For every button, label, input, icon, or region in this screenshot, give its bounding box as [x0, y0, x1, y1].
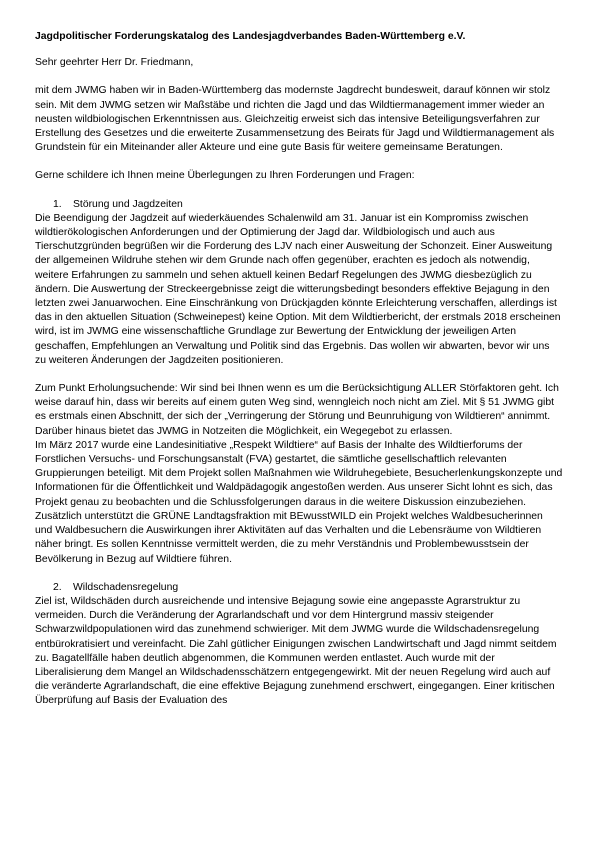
section-2-title: Wildschadensregelung — [73, 581, 179, 593]
section-1-number: 1. — [53, 198, 62, 210]
section-2-heading — [35, 581, 563, 595]
section-2-number: 2. — [53, 581, 62, 593]
document-title: Jagdpolitischer Forderungskatalog des Landesjagdverbandes Baden-Württemberg e.V. — [35, 31, 466, 42]
section-1-paragraph-1: Die Beendigung der Jagdzeit auf wiederkäuendes Schalenwild am 31. Januar ist ein Kompromiss zwischen wildtierökologischen Anforderungen und der Optimierung der Jagd dar. Wildbiologisch und auch aus Tierschutzgründen begrüßen wir die Forderung des LJV nach einer Ausweitung der Schonzeit. Einer Ausweitung der allgemeinen Wildruhe stehen wir dem Grunde nach offen gegenüber, erachten es jedoch als notwendig, weitere Erfahrungen zu sammeln und sehen aktuell keinen Bedarf Regelungen des JWMG diesbezüglich zu ändern. Die Auswertung der Streckeergebnisse zeigt die witterungsbedingt besonders effektive Bejagung in den letzten zwei Januarwochen. Eine Einschränkung von Drückjagden könnte Erleichterung verschaffen, allerdings ist das in den aktuellen Situation (Schweinepest) keine Option. Mit dem Wildtierbericht, der erstmals 2018 erscheinen wird, ist im JWMG eine wissenschaftliche Grundlage zur Bewertung der Entwicklung der jeweiligen Arten geschaffen, Empfehlungen an Verwaltung und Politik sind das Ergebnis. Das wollen wir abwarten, bevor wir uns zu weiteren Änderungen der Jagdzeiten positionieren. — [35, 212, 561, 366]
section-2-paragraph-1: Ziel ist, Wildschäden durch ausreichende und intensive Bejagung sowie eine angepasste Agrarstruktur zu vermeiden. Durch die Veränderung der Agrarlandschaft und vor dem Hintergrund massiv steigender Schwarzwildpopulationen wird das zunehmend schwieriger. Mit dem JWMG wurde die Wildschadensregelung entbürokratisiert und vereinfacht. Die Zahl gütlicher Einigungen zwischen Landwirtschaft und Jagd nimmt seitdem zu. Bagatellfälle haben deutlich abgenommen, die Kommunen werden entlastet. Auch wurde mit der Liberalisierung dem Mangel an Wildschadensschätzern entgegengewirkt. Mit der neuen Regelung wird auch auf die veränderte Agrarlandschaft, die eine effektive Bejagung zunehmend erschwert, eingegangen. Einer kritischen Überprüfung auf Basis der Evaluation des — [35, 595, 557, 707]
section-1-paragraph-3: Im März 2017 wurde eine Landesinitiative „Respekt Wildtiere“ auf Basis der Inhalte des Wildtierforums der Forstlichen Versuchs- und Forschungsanstalt (FVA) gestartet, die sämtliche gesellschaftlich relevanten Gruppierungen beteiligt. Mit dem Projekt sollen Maßnahmen wie Wildruhegebiete, Besucherlenkungskonzepte und Informationen für die Öffentlichkeit und Waldpädagogik angestoßen werden. Aus unserer Sicht lohnt es sich, das Projekt genau zu beobachten und die Schlussfolgerungen daraus in die weitere Diskussion einzubeziehen. Zusätzlich unterstützt die GRÜNE Landtagsfraktion mit BEwusstWILD ein Projekt welches Waldbesucherinnen und Waldbesuchern die Auswirkungen ihrer Aktivitäten auf das Verhalten und die Lebensräume von Wildtieren näher bringt. Es sollen Kenntnisse vermittelt werden, die zu mehr Verständnis und Problembewusstsein der Bevölkerung in Bezug auf Wildtiere führen. — [35, 439, 563, 565]
lead-paragraph: Gerne schildere ich Ihnen meine Überlegungen zu Ihren Forderungen und Fragen: — [35, 170, 415, 182]
intro-paragraph: mit dem JWMG haben wir in Baden-Württemberg das modernste Jagdrecht bundesweit, darauf können wir stolz sein. Mit dem JWMG setzen wir Maßstäbe und richten die Jagd und das Wildtiermanagement immer wieder an neusten wildbiologischen Erkenntnissen aus. Gleichzeitig erweist sich das intensive Beteiligungsverfahren zur Erstellung des Gesetzes und die erweiterte Zusammensetzung des Beirats für Jagd und Wildtiermanagement als Grundstein für ein Miteinander aller Akteure und eine gute Basis für weitere gemeinsame Beratungen. — [35, 85, 555, 154]
section-1-title: Störung und Jagdzeiten — [73, 198, 183, 210]
salutation: Sehr geehrter Herr Dr. Friedmann, — [35, 57, 194, 69]
section-1-heading — [35, 198, 563, 212]
section-1-paragraph-2: Zum Punkt Erholungsuchende: Wir sind bei Ihnen wenn es um die Berücksichtigung ALLER Störfaktoren geht. Ich weise darauf hin, dass wir bereits auf einem guten Weg sind, wenngleich noch nicht am Ziel. Mit § 51 JWMG gibt es erstmals einen Abschnitt, der sich der „Verringerung der Störung und Beunruhigung von Wildtieren“ annimmt. Darüber hinaus bietet das JWMG in Notzeiten die Möglichkeit, ein Wegegebot zu erlassen. — [35, 383, 559, 437]
document-page — [35, 30, 563, 709]
